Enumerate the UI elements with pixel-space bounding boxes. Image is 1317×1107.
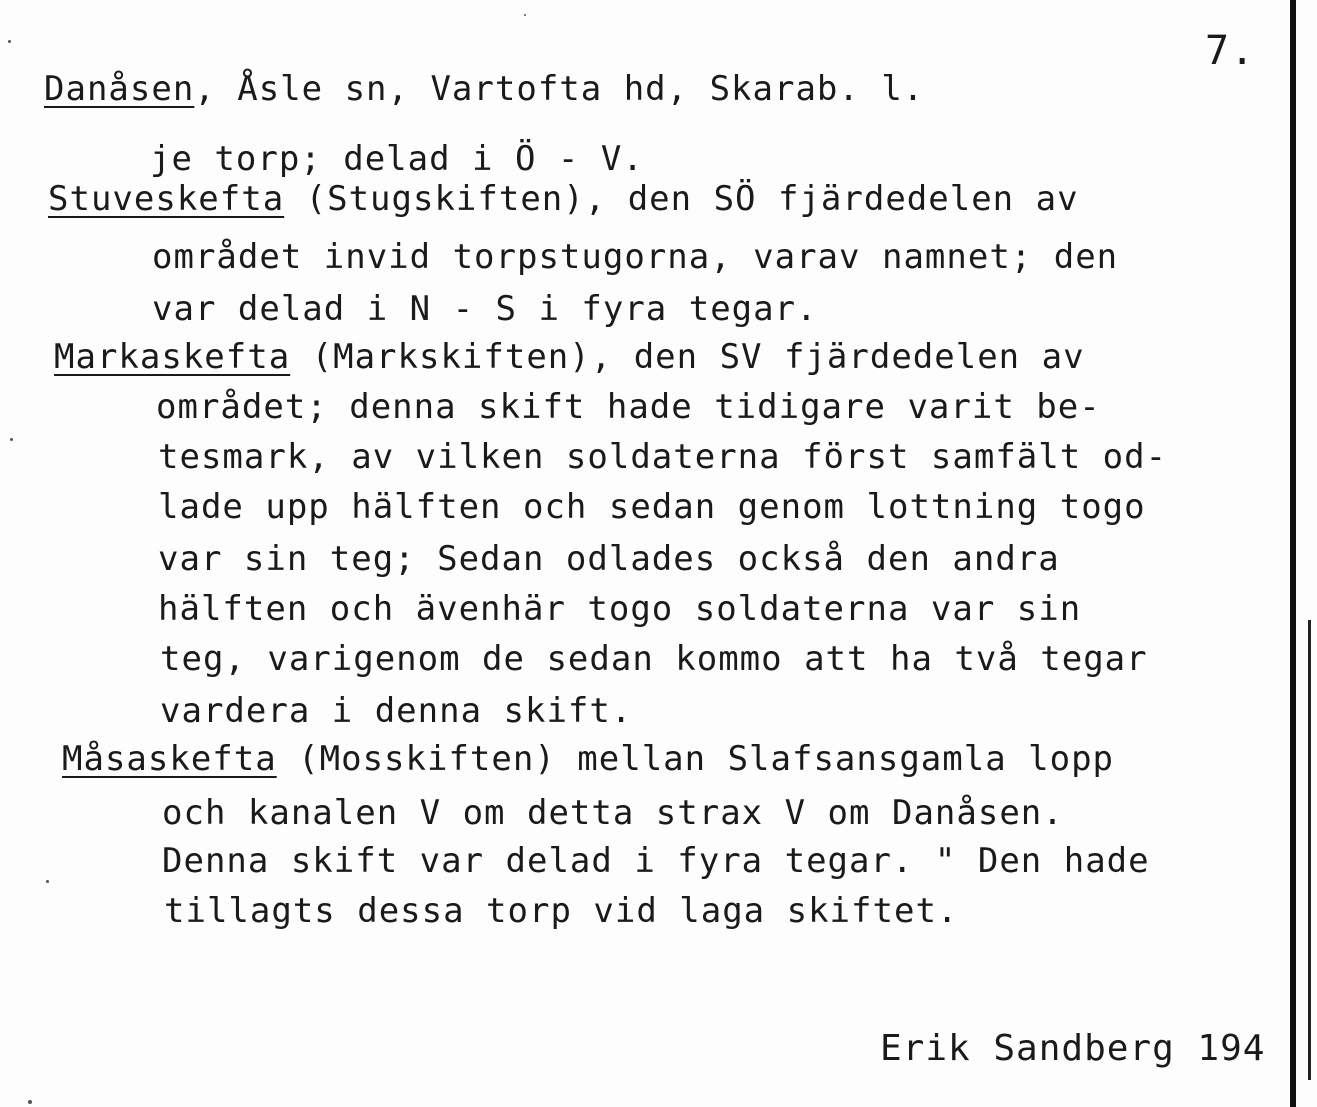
scan-speck	[28, 1100, 32, 1104]
entry-line: området; denna skift hade tidigare varit be-	[156, 387, 1101, 427]
entry-line: hälften och ävenhär togo soldaterna var sin	[158, 589, 1082, 629]
entry-heading-line	[54, 337, 1085, 377]
scan-speck	[524, 14, 526, 16]
entry-line: lade upp hälften och sedan genom lottning togo	[158, 487, 1146, 527]
entry-line: teg, varigenom de sedan kommo att ha två tegar	[160, 639, 1148, 679]
entry-first-line: (Markskiften), den SV fjärdedelen av	[290, 337, 1085, 377]
signature: Erik Sandberg 194	[880, 1028, 1266, 1069]
field-name: Stuveskefta	[48, 179, 285, 219]
scan-speck	[10, 438, 13, 441]
place-name: Danåsen	[44, 69, 195, 109]
entry-heading-line	[48, 179, 1079, 219]
scan-speck	[8, 40, 11, 43]
field-name: Markaskefta	[54, 337, 291, 377]
heading-rest: , Åsle sn, Vartofta hd, Skarab. l.	[194, 69, 925, 109]
entry-heading-line	[62, 739, 1115, 779]
entry-line: och kanalen V om detta strax V om Danåsen.	[162, 793, 1064, 833]
entry-line: tesmark, av vilken soldaterna först samfält od-	[158, 437, 1168, 477]
entry-first-line: (Mosskiften) mellan Slafsansgamla lopp	[276, 739, 1115, 779]
entry-line: tillagts dessa torp vid laga skiftet.	[164, 891, 959, 931]
entry-first-line: (Stugskiften), den SÖ fjärdedelen av	[284, 179, 1079, 219]
field-name: Måsaskefta	[62, 739, 277, 779]
page-number: 7.	[1205, 28, 1256, 74]
entry-line: var delad i N - S i fyra tegar.	[152, 289, 818, 329]
scan-speck	[46, 880, 49, 883]
entry-line: vardera i denna skift.	[160, 691, 633, 731]
card-edge-line	[1290, 0, 1296, 1107]
entry-line: området invid torpstugorna, varav namnet; den	[152, 237, 1119, 277]
entry-line: var sin teg; Sedan odlades också den andra	[158, 539, 1060, 579]
intro-line: je torp; delad i Ö - V.	[150, 139, 644, 179]
heading-line	[44, 69, 925, 109]
card-edge-line-secondary	[1308, 620, 1311, 1080]
entry-line: Denna skift var delad i fyra tegar. " Den hade	[162, 841, 1150, 881]
